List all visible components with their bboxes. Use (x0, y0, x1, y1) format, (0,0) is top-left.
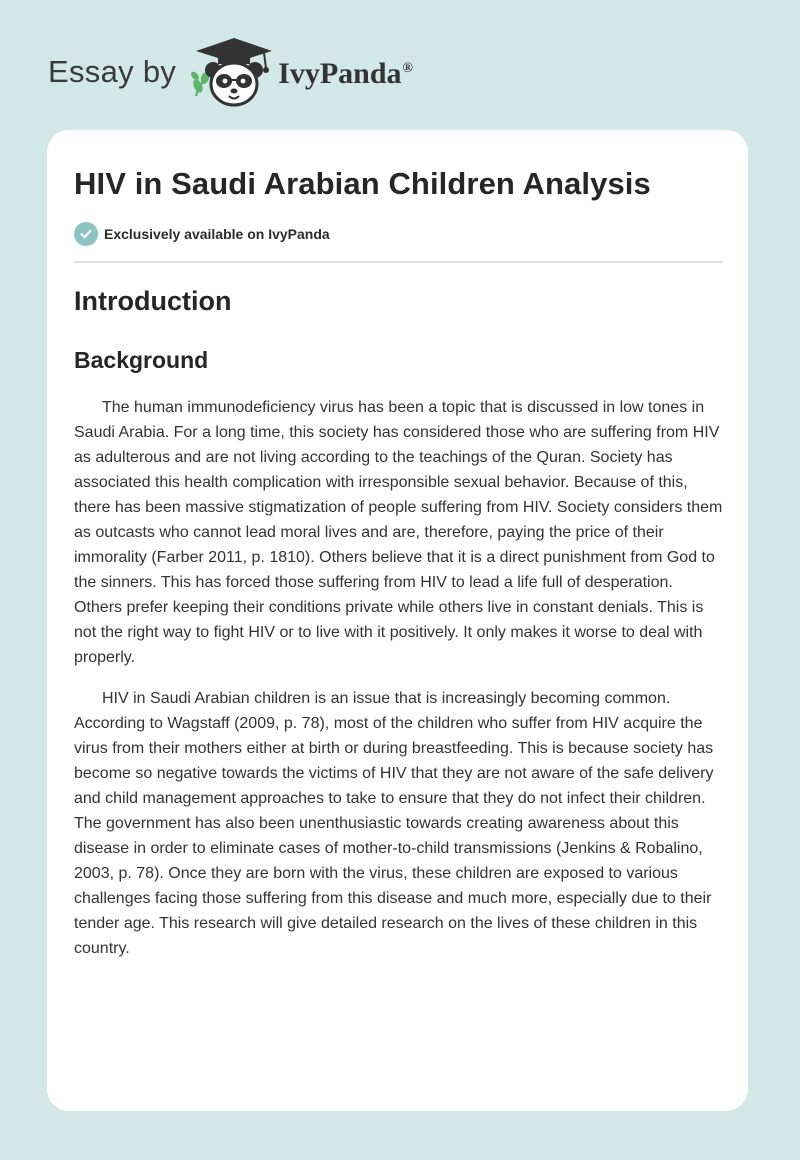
paragraph: The human immunodeficiency virus has been a topic that is discussed in low tones in Saudi Arabia. For a long time, this society has considered those who are suffering from HIV as adulterous and are not living according to the teachings of the Quran. Society has associated this health complication with irresponsible sexual behavior. Because of this, there has been massive stigmatization of people suffering from HIV. Society considers them as outcasts who cannot lead moral lives and are, therefore, paying the price of their immorality (Farber 2011, p. 1810). Others believe that it is a direct punishment from God to the sinners. This has forced those suffering from HIV to lead a life full of desperation. Others prefer keeping their conditions private while others live in constant denials. This is not the right way to fight HIV or to live with it positively. It only makes it worse to deal with properly. (74, 399, 723, 666)
section-heading: Introduction (74, 286, 232, 316)
brand-name (278, 57, 413, 91)
site-header (48, 34, 413, 110)
essay-card (47, 130, 748, 1111)
page-title: HIV in Saudi Arabian Children Analysis (74, 166, 651, 201)
essay-by-label: Essay by (48, 54, 177, 89)
divider (74, 261, 723, 263)
exclusive-badge (74, 222, 330, 246)
brand-name-text: IvyPanda (278, 57, 402, 90)
check-icon (74, 222, 98, 246)
subsection-heading: Background (74, 347, 209, 373)
panda-graduate-icon (188, 34, 276, 110)
badge-text: Exclusively available on IvyPanda (104, 226, 330, 242)
essay-body (74, 395, 724, 977)
registered-mark: ® (402, 61, 414, 76)
paragraph: HIV in Saudi Arabian children is an issue that is increasingly becoming common. According to Wagstaff (2009, p. 78), most of the children who suffer from HIV acquire the virus from their mothers either at birth or during breastfeeding. This is because society has become so negative towards the victims of HIV that they are not aware of the safe delivery and child management approaches to take to ensure that they do not infect their children. The government has also been unenthusiastic towards creating awareness about this disease in order to eliminate cases of mother-to-child transmissions (Jenkins & Robalino, 2003, p. 78). Once they are born with the virus, these children are exposed to various challenges facing those suffering from this disease and much more, especially due to their tender age. This research will give detailed research on the lives of these children in this country. (74, 690, 714, 957)
